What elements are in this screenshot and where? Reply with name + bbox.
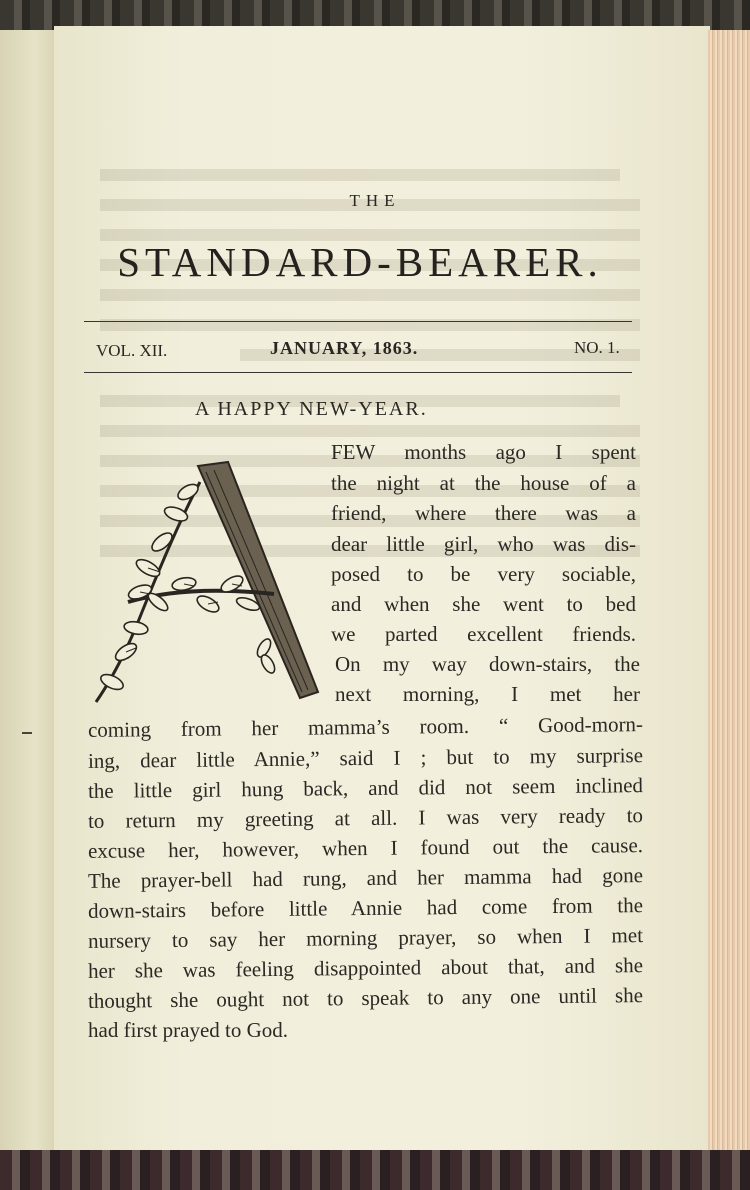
text-line: we parted excellent friends. xyxy=(331,622,636,646)
masthead-rule-top xyxy=(84,321,632,322)
text-line: FEW months ago I spent xyxy=(331,440,636,464)
book-cover-bottom xyxy=(0,1150,750,1190)
text-line: and when she went to bed xyxy=(331,592,636,616)
article-title: A HAPPY NEW-YEAR. xyxy=(195,398,428,420)
masthead-the: THE xyxy=(349,191,401,210)
text-line: the little girl hung back, and did not seem inclined xyxy=(87,773,644,803)
text-line: friend, where there was a xyxy=(331,501,636,525)
masthead-title: STANDARD-BEARER. xyxy=(117,239,603,285)
masthead-rule-bottom xyxy=(84,372,632,373)
text-line: posed to be very sociable, xyxy=(331,562,636,586)
issue-date: JANUARY, 1863. xyxy=(270,338,419,358)
issue-number: NO. 1. xyxy=(574,338,620,357)
text-line: ing, dear little Annie,” said I ; but to my surprise xyxy=(87,743,644,773)
margin-mark xyxy=(22,732,32,734)
text-line: the night at the house of a xyxy=(331,471,636,495)
drop-cap-a-illustration xyxy=(88,452,320,708)
text-line: The prayer-bell had rung, and her mamma had gone xyxy=(87,863,644,893)
text-line: to return my greeting at all. I was very ready to xyxy=(87,803,644,833)
text-line: dear little girl, who was dis- xyxy=(331,532,636,556)
text-line: next morning, I met her xyxy=(335,682,640,706)
text-line: her she was feeling disappointed about that, and she xyxy=(87,953,644,983)
text-line: coming from her mamma’s room. “ Good-morn- xyxy=(87,712,644,742)
text-line: nursery to say her morning prayer, so when I met xyxy=(87,923,644,953)
text-line: excuse her, however, when I found out the cause. xyxy=(87,833,644,863)
text-line: On my way down-stairs, the xyxy=(335,652,640,676)
text-line: down-stairs before little Annie had come from the xyxy=(87,893,644,923)
text-line: thought she ought not to speak to any one until she xyxy=(87,983,644,1013)
volume-label: VOL. XII. xyxy=(96,341,168,360)
text-line: had first prayed to God. xyxy=(88,1018,289,1042)
